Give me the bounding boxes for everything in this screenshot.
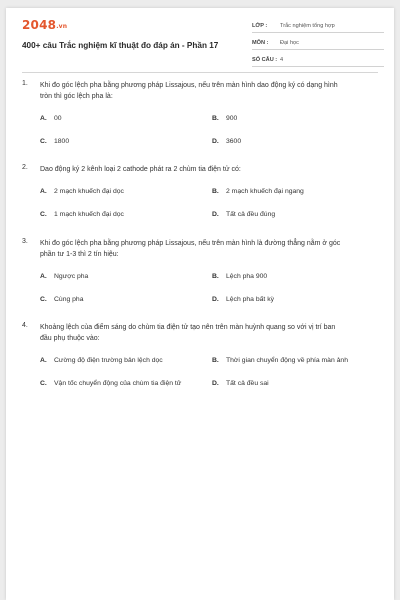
option-c[interactable] (40, 211, 124, 218)
option-label: A. (40, 115, 47, 122)
meta-row-count (252, 50, 384, 67)
answer-options (40, 102, 382, 154)
option-label: D. (212, 211, 219, 218)
header-divider (22, 72, 378, 73)
question-line: Dao động ký 2 kênh loại 2 cathode phát ra 2 chùm tia điện tử có: (40, 166, 241, 173)
meta-label: SỐ CÂU : (252, 57, 278, 63)
option-text: Lệch pha 900 (226, 273, 268, 280)
option-text: Ngược pha (54, 273, 89, 280)
option-text: 00 (54, 115, 62, 122)
option-text: Vận tốc chuyển động của chùm tia điện tử (54, 380, 182, 387)
question-text (40, 164, 382, 175)
option-a[interactable] (40, 115, 62, 122)
option-label: B. (212, 115, 219, 122)
option-label: D. (212, 296, 219, 303)
meta-value: Trắc nghiệm tổng hợp (280, 23, 335, 29)
answer-options (40, 260, 382, 312)
option-label: C. (40, 138, 47, 145)
question-2 (22, 164, 382, 238)
option-label: A. (40, 188, 47, 195)
logo-tld: .vn (56, 23, 68, 30)
question-number: 4. (22, 322, 28, 329)
meta-label: LỚP : (252, 23, 268, 29)
question-3 (22, 238, 382, 322)
option-c[interactable] (40, 138, 69, 145)
option-text: 3600 (226, 138, 242, 145)
option-label: B. (212, 273, 219, 280)
question-text (40, 322, 382, 344)
question-line: đầu phụ thuộc vào: (40, 335, 100, 342)
meta-value: Đại học (280, 40, 299, 46)
question-line: tròn thì góc lệch pha là: (40, 93, 113, 100)
option-label: C. (40, 296, 47, 303)
question-line: Khoảng lệch của điểm sáng do chùm tia điện tử tạo nên trên màn huỳnh quang so với vị trí ban (40, 324, 336, 331)
question-line: Khi đo góc lệch pha bằng phương pháp Lissajous, nếu trên màn hình dao động ký có dạng hình (40, 82, 338, 89)
option-text: 1 mạch khuếch đại dọc (54, 211, 124, 218)
option-c[interactable] (40, 380, 181, 387)
question-text (40, 80, 382, 102)
option-b[interactable] (212, 357, 348, 364)
meta-row-class (252, 16, 384, 33)
question-4 (22, 322, 382, 406)
option-d[interactable] (212, 296, 274, 303)
worksheet-page (6, 8, 394, 600)
option-b[interactable] (212, 188, 304, 195)
option-text: Thời gian chuyển động về phía màn ảnh (226, 357, 348, 364)
option-a[interactable] (40, 188, 124, 195)
answer-options (40, 344, 382, 396)
option-label: B. (212, 357, 219, 364)
option-text: Lệch pha bất kỳ (226, 296, 274, 303)
option-b[interactable] (212, 115, 237, 122)
logo-number: 2048 (22, 18, 57, 32)
meta-value: 4 (280, 57, 284, 63)
option-a[interactable] (40, 357, 163, 364)
question-number: 3. (22, 238, 28, 245)
option-text: Cùng pha (54, 296, 84, 303)
option-text: Tất cả đều đúng (226, 211, 276, 218)
option-c[interactable] (40, 296, 83, 303)
option-text: 900 (226, 115, 238, 122)
meta-label: MÔN : (252, 40, 269, 46)
option-text: 1800 (54, 138, 70, 145)
question-text (40, 238, 382, 260)
option-d[interactable] (212, 138, 241, 145)
option-d[interactable] (212, 380, 269, 387)
exam-meta (252, 16, 384, 67)
option-label: C. (40, 211, 47, 218)
option-d[interactable] (212, 211, 275, 218)
option-label: B. (212, 188, 219, 195)
option-text: 2 mạch khuếch đại dọc (54, 188, 124, 195)
option-a[interactable] (40, 273, 88, 280)
question-1 (22, 80, 382, 164)
exam-title: 400+ câu Trắc nghiệm kĩ thuật đo đáp án - Phần 17 (22, 41, 219, 50)
question-number: 1. (22, 80, 28, 87)
option-label: C. (40, 380, 47, 387)
option-label: D. (212, 380, 219, 387)
option-label: A. (40, 357, 47, 364)
site-logo[interactable] (22, 18, 67, 32)
option-text: Tất cả đều sai (226, 380, 269, 387)
question-line: phần tư 1-3 thì 2 tín hiệu: (40, 251, 119, 258)
question-number: 2. (22, 164, 28, 171)
option-text: Cường độ điện trường bản lệch dọc (54, 357, 163, 364)
answer-options (40, 175, 382, 227)
option-text: 2 mạch khuếch đại ngang (226, 188, 304, 195)
option-b[interactable] (212, 273, 267, 280)
question-list (22, 80, 382, 406)
question-line: Khi đo góc lệch pha bằng phương pháp Lissajous, nếu trên màn hình là đường thẳng nằm ở góc (40, 240, 341, 247)
option-label: A. (40, 273, 47, 280)
option-label: D. (212, 138, 219, 145)
meta-row-subject (252, 33, 384, 50)
